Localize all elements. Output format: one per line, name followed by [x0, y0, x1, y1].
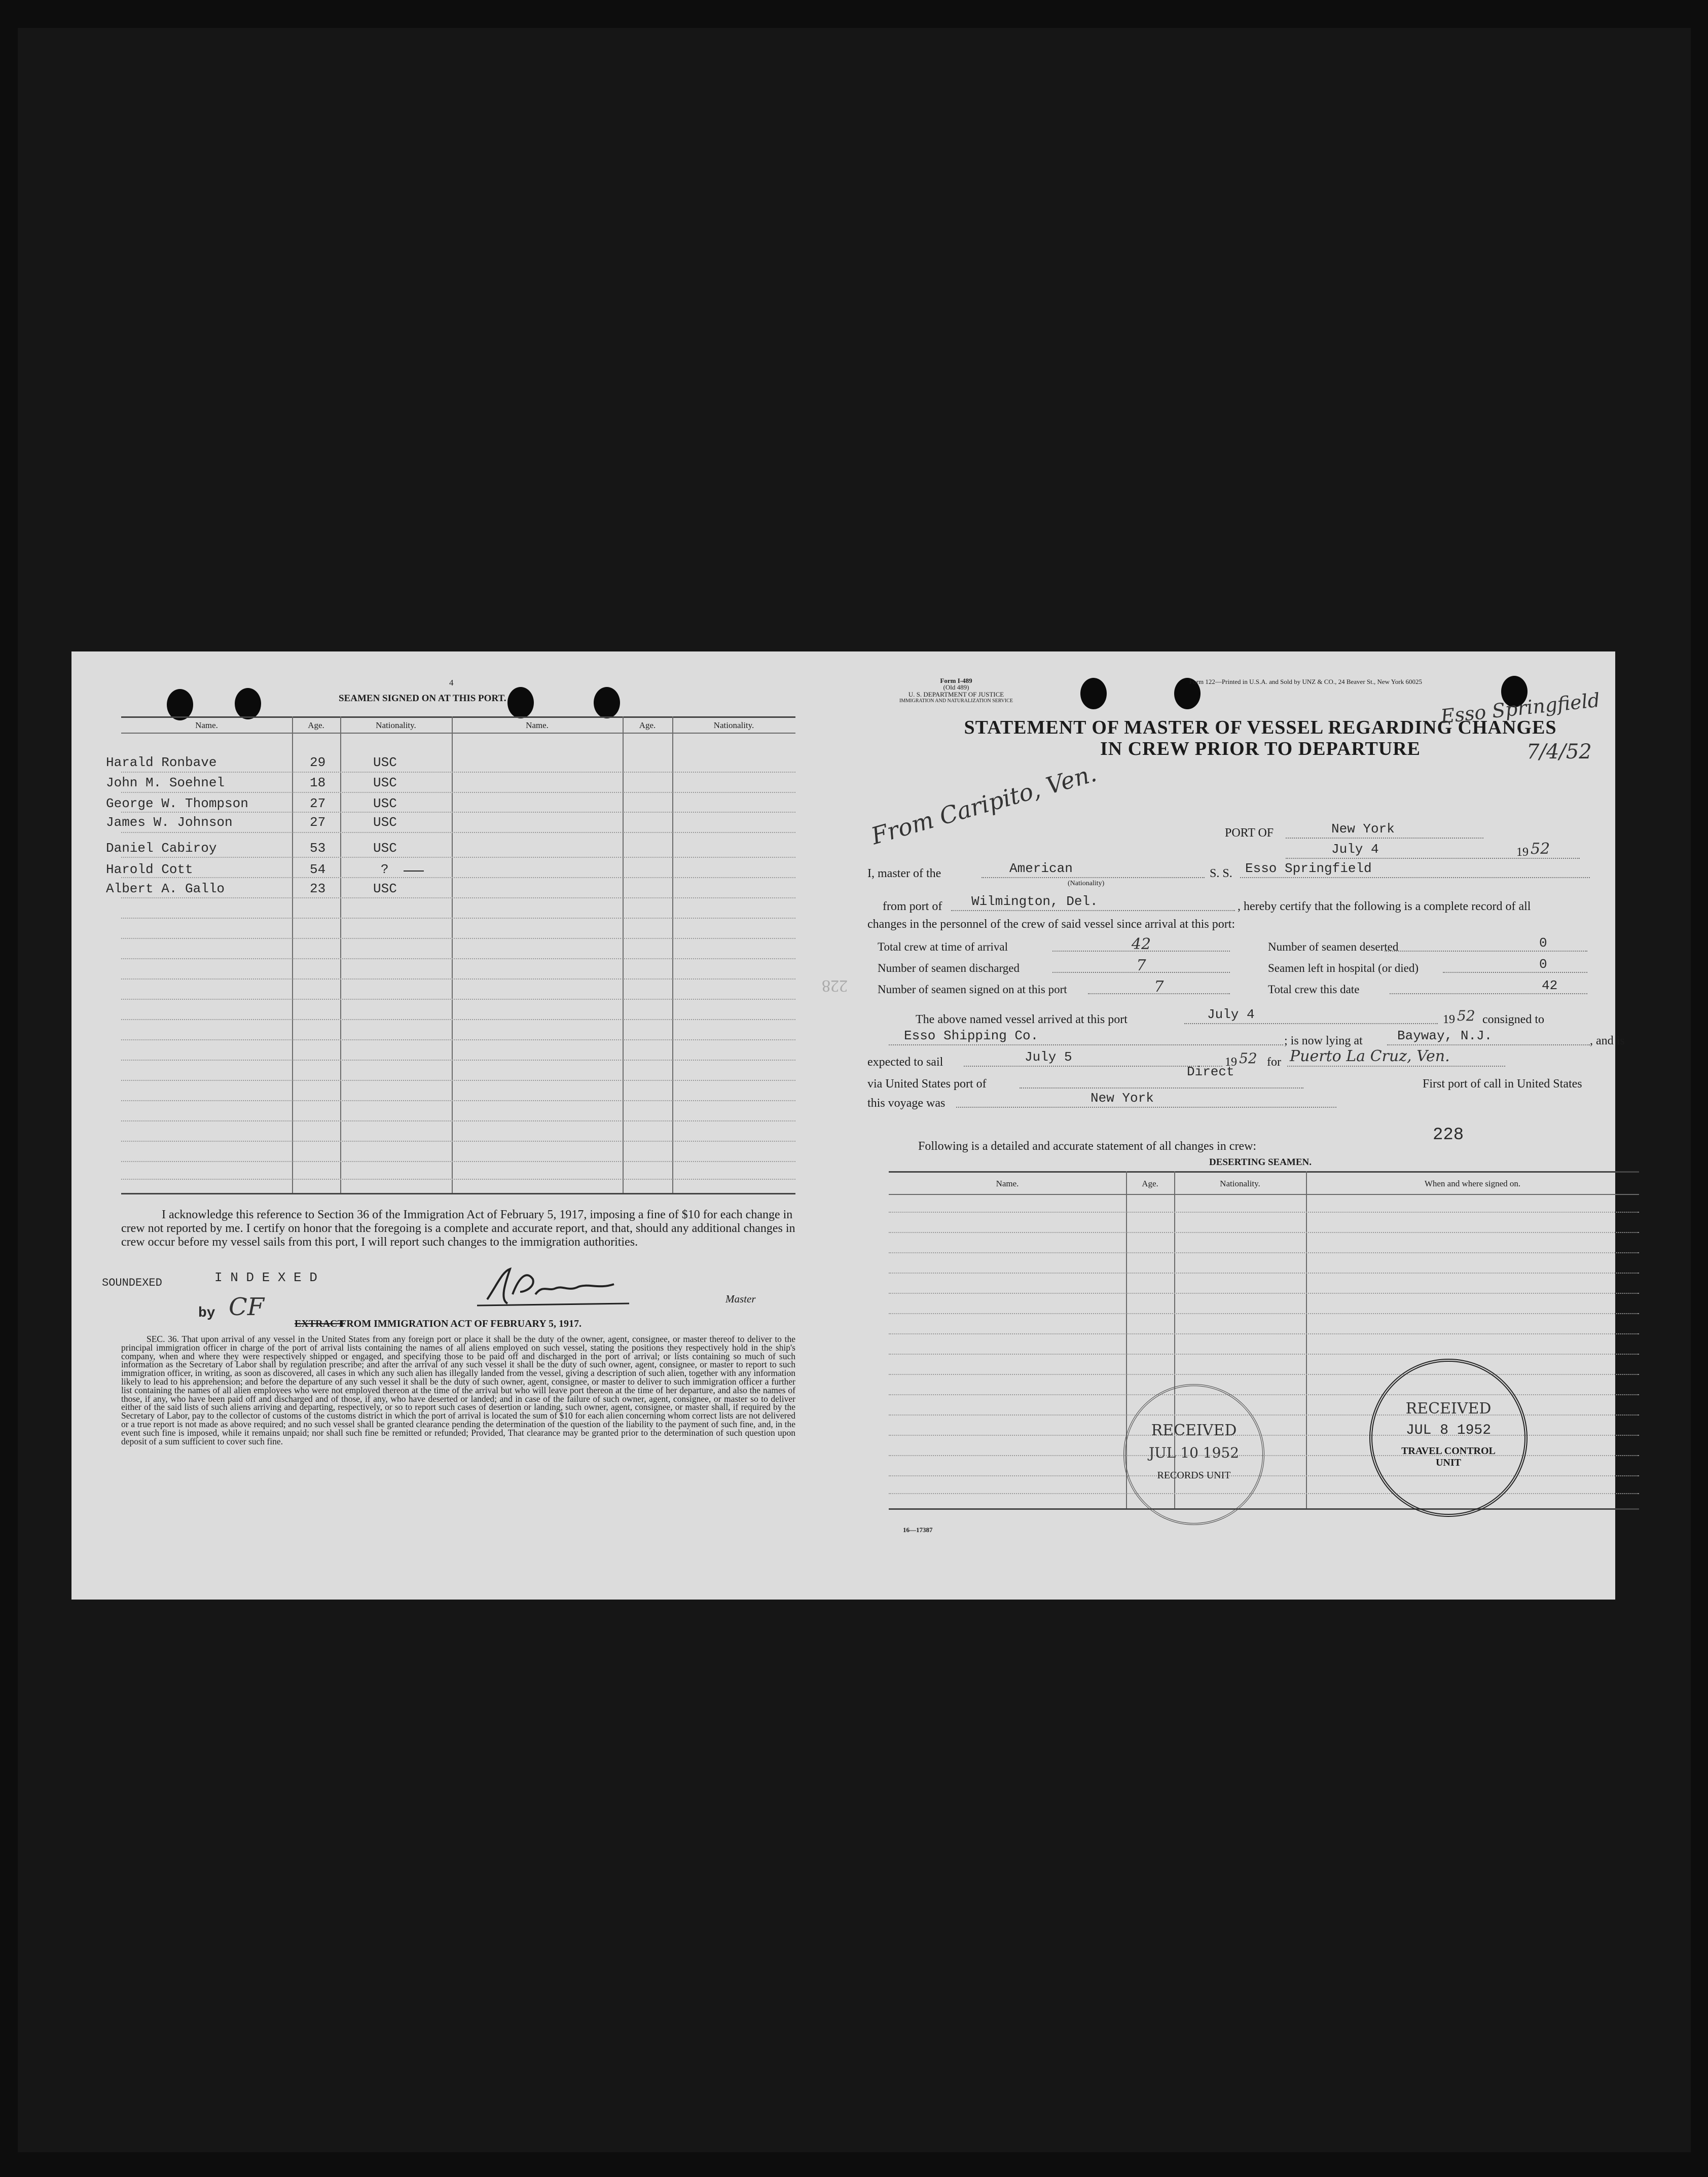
col-header-name: Name. [195, 720, 218, 730]
crew-name: Daniel Cabiroy [106, 841, 217, 856]
soundexed-stamp: SOUNDEXED [102, 1277, 162, 1289]
first-port-label: First port of call in United States [1423, 1077, 1582, 1091]
deserting-col-name: Name. [996, 1179, 1019, 1188]
indexed-initials: CF [229, 1293, 265, 1321]
acknowledgement-text: I acknowledge this reference to Section 36 of the Immigration Act of February 5, 1917, imposing a fine of $10 for each change in crew not reported by me. I certify on honor that the foregoing is a complete and accurate report, and that, should any additional changes in crew occur before my vessel sails from this port, I will report such changes to the immigration authorities. [121, 1208, 795, 1249]
form-title-line1: STATEMENT OF MASTER OF VESSEL REGARDING CHANGES [964, 717, 1557, 738]
punch-hole [507, 687, 534, 718]
indexed-by-label: by [198, 1305, 215, 1321]
crew-age: 54 [310, 862, 326, 877]
form-number: Form I-489 [940, 677, 972, 684]
stat-value: 7 [1154, 978, 1164, 996]
stat-label: Total crew this date [1268, 983, 1360, 996]
for-label: for [1267, 1056, 1281, 1069]
crew-name: Harold Cott [106, 862, 193, 877]
destination-value: Puerto La Cruz, Ven. [1290, 1047, 1450, 1065]
lying-label: ; is now lying at [1284, 1034, 1363, 1047]
crew-name: John M. Soehnel [106, 775, 225, 790]
stat-value: 0 [1539, 935, 1547, 951]
stamp-unit: RECORDS UNIT [1157, 1470, 1231, 1481]
crew-age: 53 [310, 841, 326, 856]
voyage-label: this voyage was [867, 1097, 946, 1110]
crew-nationality: USC [373, 815, 397, 830]
stat-label: Seamen left in hospital (or died) [1268, 962, 1419, 974]
consignee-value: Esso Shipping Co. [904, 1028, 1039, 1043]
crew-nationality: USC [373, 755, 397, 770]
sail-year-prefix: 19 [1225, 1056, 1237, 1069]
extract-title-struck: EXTRACT [295, 1318, 344, 1329]
punch-hole [167, 689, 193, 720]
crew-age: 29 [310, 755, 326, 770]
arrived-year-prefix: 19 [1443, 1013, 1455, 1026]
stamp-unit: TRAVEL CONTROL UNIT [1401, 1445, 1496, 1468]
consigned-label: consigned to [1482, 1013, 1544, 1026]
stat-label: Total crew at time of arrival [878, 940, 1008, 953]
crew-nationality: USC [373, 841, 397, 856]
stamp-date: JUL 8 1952 [1405, 1423, 1492, 1438]
crew-nationality: USC [373, 881, 397, 896]
indexed-stamp: I N D E X E D [214, 1270, 317, 1285]
document-sheet [71, 651, 1625, 1600]
following-text: Following is a detailed and accurate statement of all changes in crew: [918, 1140, 1257, 1153]
col-header-nationality: Nationality. [713, 720, 754, 730]
port-value: New York [1331, 821, 1395, 837]
arrived-year: 52 [1457, 1007, 1475, 1024]
stamp-received-label: RECEIVED [1151, 1422, 1237, 1439]
crew-age: 18 [310, 775, 326, 790]
deserting-title: DESERTING SEAMEN. [1209, 1157, 1312, 1168]
from-port-value: Wilmington, Del. [971, 894, 1098, 909]
crew-age: 27 [310, 796, 326, 811]
date-value: July 4 [1331, 842, 1379, 857]
crew-nationality: ? [381, 862, 389, 877]
crew-nationality: USC [373, 796, 397, 811]
year-value: 52 [1531, 840, 1550, 858]
lying-value: Bayway, N.J. [1397, 1028, 1493, 1043]
master-signature [477, 1264, 629, 1310]
crew-name: George W. Thompson [106, 796, 248, 811]
col-header-name: Name. [526, 720, 549, 730]
crew-name: Harald Ronbave [106, 755, 217, 770]
crew-age: 27 [310, 815, 326, 830]
arrived-date: July 4 [1207, 1007, 1255, 1022]
form-footer-code: 16—17387 [903, 1526, 933, 1534]
crew-nationality: USC [373, 775, 397, 790]
extract-title: FROM IMMIGRATION ACT OF FEBRUARY 5, 1917. [340, 1318, 582, 1329]
stat-label: Number of seamen deserted [1268, 940, 1399, 953]
arrived-label: The above named vessel arrived at this port [916, 1013, 1128, 1026]
stat-label: Number of seamen discharged [878, 962, 1020, 974]
received-stamp-travel-control [1369, 1359, 1528, 1517]
stamp-date: JUL 10 1952 [1148, 1444, 1240, 1461]
stat-label: Number of seamen signed on at this port [878, 983, 1067, 996]
master-label: Master [725, 1293, 756, 1305]
col-header-age: Age. [639, 720, 656, 730]
form-old-number: (Old 489) [943, 683, 969, 691]
deserting-col-signed-on: When and where signed on. [1424, 1179, 1521, 1188]
sail-year: 52 [1239, 1050, 1257, 1067]
first-port-value: New York [1091, 1091, 1154, 1106]
crew-age: 23 [310, 881, 326, 896]
stat-value: 42 [1131, 935, 1151, 953]
deserting-col-nationality: Nationality. [1220, 1179, 1260, 1188]
vessel-value: Esso Springfield [1245, 861, 1372, 876]
via-label: via United States port of [867, 1077, 987, 1091]
department-label: U. S. DEPARTMENT OF JUSTICE [908, 691, 1004, 698]
ss-label: S. S. [1210, 867, 1232, 880]
sail-label: expected to sail [867, 1056, 943, 1069]
nationality-value: American [1009, 861, 1073, 876]
master-of-label: I, master of the [867, 867, 941, 880]
punch-hole [1080, 678, 1107, 709]
and-is-label: , and is [1590, 1034, 1625, 1047]
left-page-title: SEAMEN SIGNED ON AT THIS PORT. [339, 693, 506, 704]
port-label: PORT OF [1225, 826, 1274, 840]
received-stamp-records [1123, 1384, 1264, 1525]
section-36-text: SEC. 36. That upon arrival of any vessel in the United States from any foreign port or place it shall be the duty of the owner, agent, consignee, or master thereof to deliver to the principal immigration officer in charge of the port of arrival lists containing the names of all aliens employed on such vessel, stating the positions they respectively hold in the ship's company, when and where they were respectively shipped or engaged, and specifying those to be paid off and discharged in the port of arrival; or lists containing so much of such information as the Secretary of Labor shall by regulation prescribe; and after the arrival of any such vessel it shall be the duty of such owner, agent, consignee, or master to report to such immigration officer, in writing, as soon as discovered, all cases in which any such alien has illegally landed from the vessel, giving a description of such alien, together with any information likely to lead to his apprehension; and before the departure of any such vessel it shall be the duty of such owner, agent, consignee, or master to deliver to such immigration officer a further list containing the names of all alien employees who were not employed thereon at the time of the arrival but who will leave port thereon at the time of her departure, and also the names of those, if any, who have been paid off and discharged and of those, if any, who have deserted or landed; and in case of the failure of such owner, agent, consignee, or master so to deliver either of the said lists of such aliens arriving and departing, respectively, or so to report such cases of desertion or landing, such owner, agent, consignee, or master shall, if required by the Secretary of Labor, pay to the collector of customs of the customs district in which the port of arrival is located the sum of $10 for each alien concerning whom correct lists are not delivered or a true report is not made as above required; and no such vessel shall be granted clearance pending the determination of the question of the liability to the payment of such fine, and, in the event such fine is imposed, while it remains unpaid; nor shall such fine be remitted or refunded; Provided, That clearance may be granted prior to the determination of such question upon deposit of a sum sufficient to cover such fine. [121, 1334, 795, 1446]
service-label: IMMIGRATION AND NATURALIZATION SERVICE [899, 698, 1013, 704]
crew-name: James W. Johnson [106, 815, 233, 830]
stat-value: 7 [1136, 957, 1146, 974]
handwritten-origin: From Caripito, Ven. [868, 759, 1100, 850]
handwritten-vessel-name: Esso Springfield [1439, 688, 1601, 728]
stat-value: 42 [1542, 978, 1558, 993]
from-port-label: from port of [883, 900, 942, 913]
col-header-nationality: Nationality. [376, 720, 416, 730]
punch-hole [594, 687, 620, 718]
printer-note: Form 122—Printed in U.S.A. and Sold by UNZ & CO., 24 Beaver St., New York 60025 [1189, 678, 1422, 685]
handwritten-date: 7/4/52 [1527, 740, 1592, 764]
deserting-col-age: Age. [1142, 1179, 1158, 1188]
changes-text: changes in the personnel of the crew of said vessel since arrival at this port: [867, 918, 1235, 931]
year-prefix: 19 [1516, 846, 1529, 859]
nationality-caption: (Nationality) [1068, 880, 1105, 887]
crew-name: Albert A. Gallo [106, 881, 225, 896]
sail-date: July 5 [1025, 1049, 1072, 1065]
record-count: 228 [1433, 1126, 1464, 1145]
stamp-received-label: RECEIVED [1405, 1400, 1492, 1418]
form-title-line2: IN CREW PRIOR TO DEPARTURE [1100, 738, 1421, 759]
via-value: Direct [1187, 1064, 1234, 1079]
faint-page-mark: 228 [822, 976, 848, 995]
page-number: 4 [449, 678, 454, 687]
col-header-age: Age. [308, 720, 324, 730]
certify-text: , hereby certify that the following is a complete record of all [1238, 900, 1531, 913]
stat-value: 0 [1539, 957, 1547, 972]
punch-hole [235, 688, 261, 719]
